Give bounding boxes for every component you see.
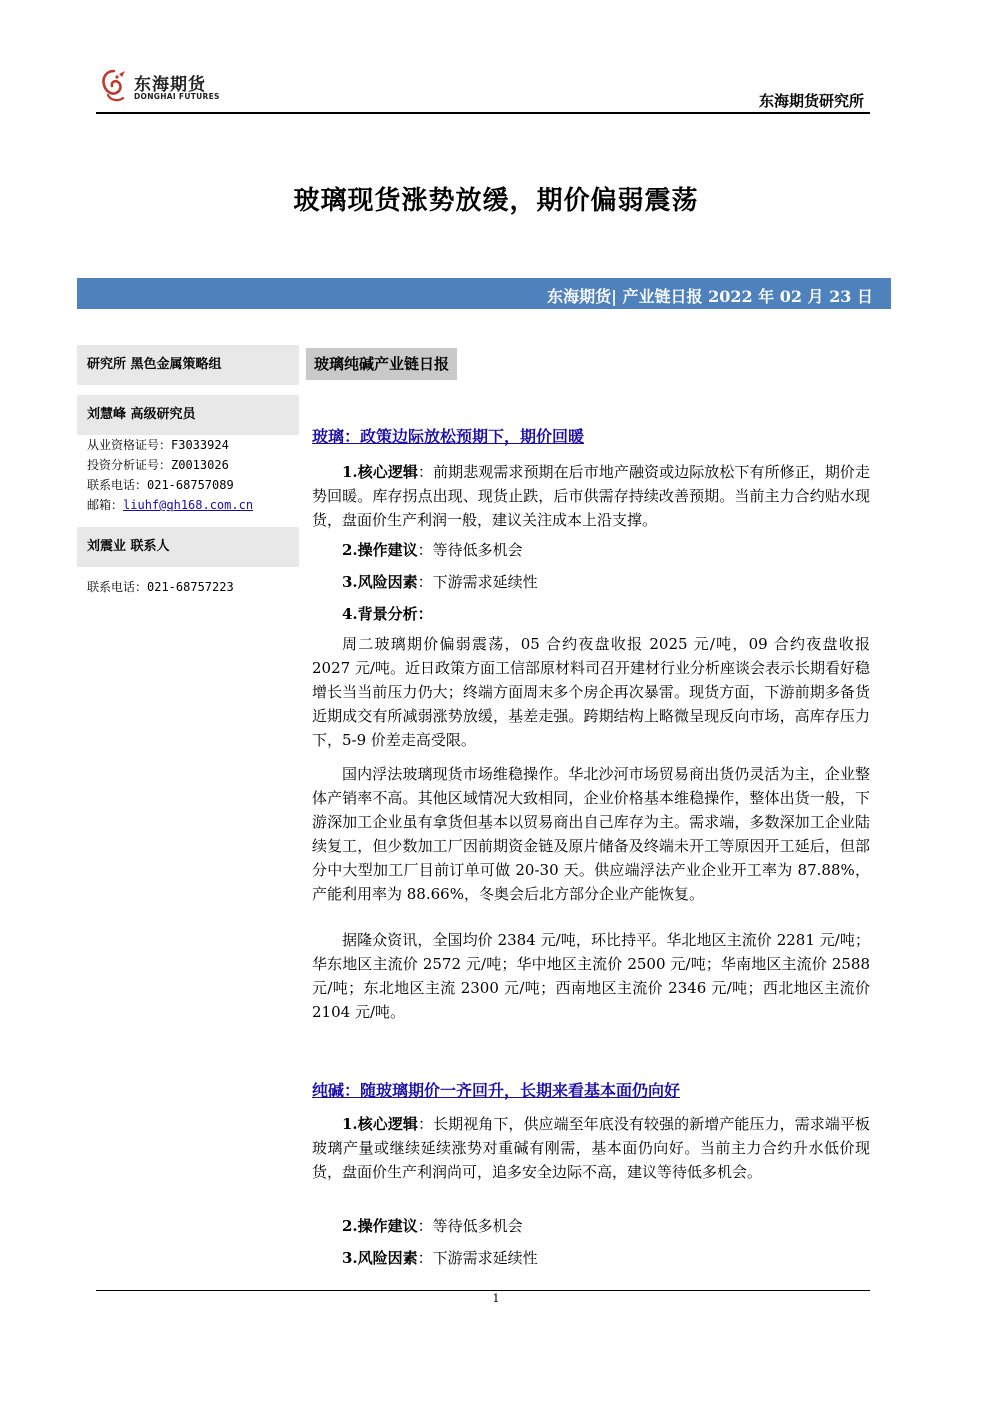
glass-core-logic-text: ：前期悲观需求预期在后市地产融资或边际放松下有所修正，期价走势回暖。库存拐点出现、现货止跌，后市供需存持续改善预期。当前主力合约贴水现货，盘面价生产利润一般，建议关注成本上沿支撑。 xyxy=(312,463,870,529)
glass-background-p3: 据隆众资讯，全国均价 2384 元/吨，环比持平。华北地区主流价 2281 元/吨；华东地区主流价 2572 元/吨；华中地区主流价 2500 元/吨；华南地区主流价 2588 元/吨；东北地区主流 2300 元/吨；西南地区主流价 2346 元/吨；西北地区主流价 2104 元/吨。 xyxy=(312,931,870,1021)
report-category-tag: 玻璃纯碱产业链日报 xyxy=(306,348,457,380)
analyst-cert-practice: 从业资格证号：F3033924 xyxy=(87,438,229,452)
company-logo xyxy=(98,66,228,108)
glass-background-heading xyxy=(342,602,433,626)
banner-text: 东海期货| 产业链日报 2022 年 02 月 23 日 xyxy=(547,287,873,306)
department-heading: 研究所 黑色金属策略组 xyxy=(77,345,299,385)
analyst-cert-investment: 投资分析证号：Z0013026 xyxy=(87,458,229,472)
contact-name-role: 刘震业 联系人 xyxy=(77,527,299,567)
analyst-phone: 联系电话：021-68757089 xyxy=(87,478,234,492)
glass-core-logic-label: 1.核心逻辑 xyxy=(342,463,418,481)
glass-advice xyxy=(342,538,523,562)
email-label: 邮箱： xyxy=(87,498,124,512)
analyst-email-row xyxy=(77,495,299,515)
soda-advice xyxy=(342,1214,523,1238)
report-title: 玻璃现货涨势放缓，期价偏弱震荡 xyxy=(293,186,699,216)
soda-core-logic-text: ：长期视角下，供应端至年底没有较强的新增产能压力，需求端平板玻璃产量或继续延续涨势对重碱有刚需，基本面仍向好。当前主力合约升水低价现货，盘面价生产利润尚可，追多安全边际不高，建议等待低多机会。 xyxy=(312,1115,870,1181)
report-banner xyxy=(77,278,891,309)
author-sidebar xyxy=(77,345,299,597)
dragon-logo-icon xyxy=(98,68,130,104)
glass-section-title[interactable]: 玻璃：政策边际放松预期下，期价回暖 xyxy=(312,427,585,446)
glass-background-p2: 国内浮法玻璃现货市场维稳操作。华北沙河市场贸易商出货仍灵活为主，企业整体产销率不高。其他区域情况大致相同，企业价格基本维稳操作，整体出货一般，下游深加工企业虽有拿货但基本以贸易商出自己库存为主。需求端，多数深加工企业陆续复工，但少数加工厂因前期资金链及原片储备及终端未开工等原因开工延后，但部分中大型加工厂目前订单可做 20-30 天。供应端浮法产业企业开工率为 87.88%，产能利用率为 88.66%，冬奥会后北方部分企业产能恢复。 xyxy=(312,765,870,903)
contact-phone: 联系电话：021-68757223 xyxy=(87,580,234,594)
logo-text-en: DONGHAI FUTURES xyxy=(134,92,220,101)
glass-advice-label: 2.操作建议 xyxy=(342,541,418,559)
page-number: 1 xyxy=(492,1292,500,1305)
soda-risk-label: 3.风险因素 xyxy=(342,1249,418,1267)
header-divider xyxy=(96,112,870,114)
glass-risk-label: 3.风险因素 xyxy=(342,573,418,591)
analyst-name-role: 刘慧峰 高级研究员 xyxy=(77,395,299,435)
glass-core-logic xyxy=(312,460,870,532)
glass-risk xyxy=(342,570,538,594)
soda-section-title[interactable]: 纯碱：随玻璃期价一齐回升，长期来看基本面仍向好 xyxy=(312,1081,681,1100)
soda-core-logic-label: 1.核心逻辑 xyxy=(342,1115,418,1133)
soda-risk-text: ：下游需求延续性 xyxy=(417,1249,538,1267)
footer-divider xyxy=(96,1290,870,1291)
email-link[interactable]: liuhf@qh168.com.cn xyxy=(123,498,254,512)
logo-text-cn: 东海期货 xyxy=(134,75,206,95)
glass-advice-text: ：等待低多机会 xyxy=(417,541,523,559)
soda-advice-text: ：等待低多机会 xyxy=(417,1217,523,1235)
glass-risk-text: ：下游需求延续性 xyxy=(417,573,538,591)
header-organization: 东海期货研究所 xyxy=(758,92,864,110)
glass-background-label: 4.背景分析： xyxy=(342,605,433,623)
soda-advice-label: 2.操作建议 xyxy=(342,1217,418,1235)
glass-background-p1: 周二玻璃期价偏弱震荡，05 合约夜盘收报 2025 元/吨，09 合约夜盘收报 2027 元/吨。近日政策方面工信部原材料司召开建材行业分析座谈会表示长期看好稳增长当当前压力仍大；终端方面周末多个房企再次暴雷。现货方面，下游前期多备货近期成交有所减弱涨势放缓，基差走强。跨期结构上略微呈现反向市场，高库存压力下，5-9 价差走高受限。 xyxy=(312,635,870,749)
soda-core-logic xyxy=(312,1112,870,1184)
soda-risk xyxy=(342,1246,538,1270)
